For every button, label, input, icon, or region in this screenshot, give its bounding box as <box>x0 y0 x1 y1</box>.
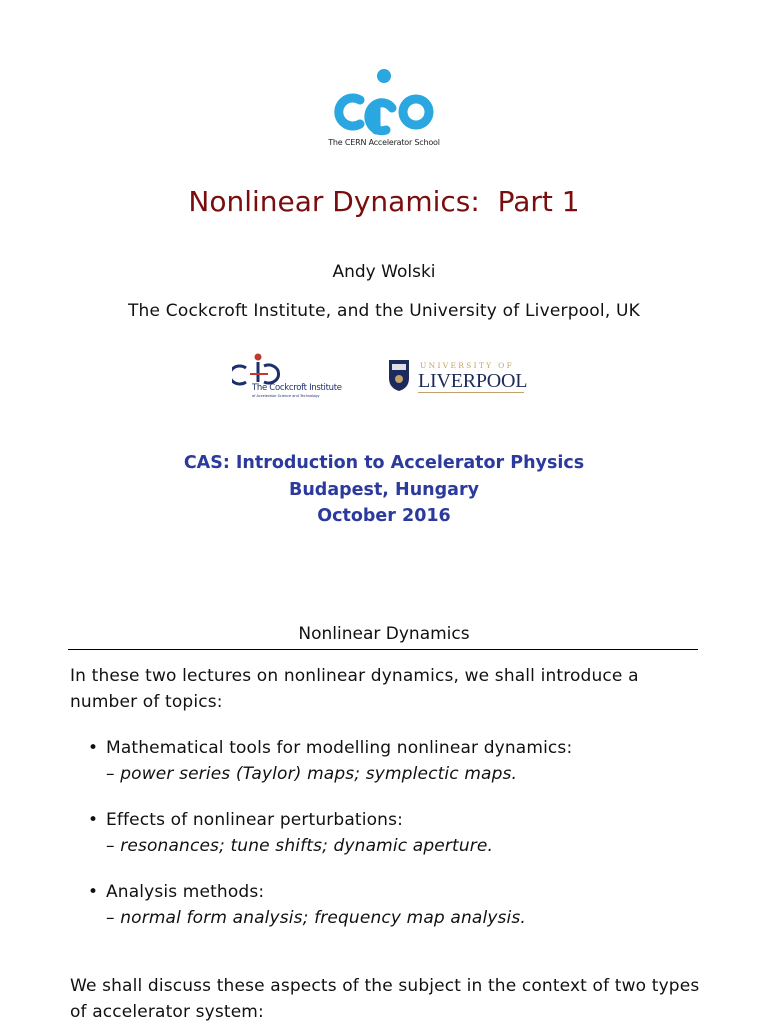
course-location: Budapest, Hungary <box>289 480 479 500</box>
list-item: • Effects of nonlinear perturbations: – resonances; tune shifts; dynamic aperture. <box>88 807 708 859</box>
liverpool-underline <box>418 392 524 393</box>
cas-logo <box>330 62 438 150</box>
cas-logo-caption: The CERN Accelerator School <box>328 138 440 147</box>
intro-paragraph: In these two lectures on nonlinear dynamics, we shall introduce a number of topics: <box>70 666 639 712</box>
bullet-icon: • <box>88 810 99 830</box>
cockcroft-subtitle: of Accelerator Science and Technology <box>252 394 320 398</box>
author-name: Andy Wolski <box>332 262 436 282</box>
heading-rule <box>68 649 698 650</box>
bullet-text: Effects of nonlinear perturbations: <box>106 810 403 830</box>
bullet-subtext: normal form analysis; frequency map analysis. <box>120 908 526 928</box>
bullet-text: Analysis methods: <box>106 882 265 902</box>
bullet-icon: • <box>88 882 99 902</box>
slide-title: Nonlinear Dynamics: Part 1 <box>188 185 580 218</box>
cockcroft-name: The Cockcroft Institute <box>252 383 342 393</box>
course-title: CAS: Introduction to Accelerator Physics <box>183 453 585 473</box>
list-item: • Analysis methods: – normal form analysis; frequency map analysis. <box>88 879 708 931</box>
bullet-icon: • <box>88 738 99 758</box>
author-affiliation: The Cockcroft Institute, and the University of Liverpool, UK <box>127 301 641 321</box>
bullet-subtext: power series (Taylor) maps; symplectic maps. <box>120 764 518 784</box>
liverpool-crest-icon <box>388 358 410 392</box>
liverpool-university-label: UNIVERSITY OF <box>420 361 515 370</box>
bullet-text: Mathematical tools for modelling nonlinear dynamics: <box>106 738 573 758</box>
course-date: October 2016 <box>317 506 451 526</box>
slide-heading: Nonlinear Dynamics <box>298 624 470 644</box>
list-item: • Mathematical tools for modelling nonlinear dynamics: – power series (Taylor) maps; symplectic maps. <box>88 735 708 787</box>
bullet-subtext: resonances; tune shifts; dynamic aperture. <box>120 836 494 856</box>
liverpool-name: LIVERPOOL <box>418 370 528 392</box>
closing-paragraph: We shall discuss these aspects of the subject in the context of two types of accelerator system: <box>70 976 700 1022</box>
